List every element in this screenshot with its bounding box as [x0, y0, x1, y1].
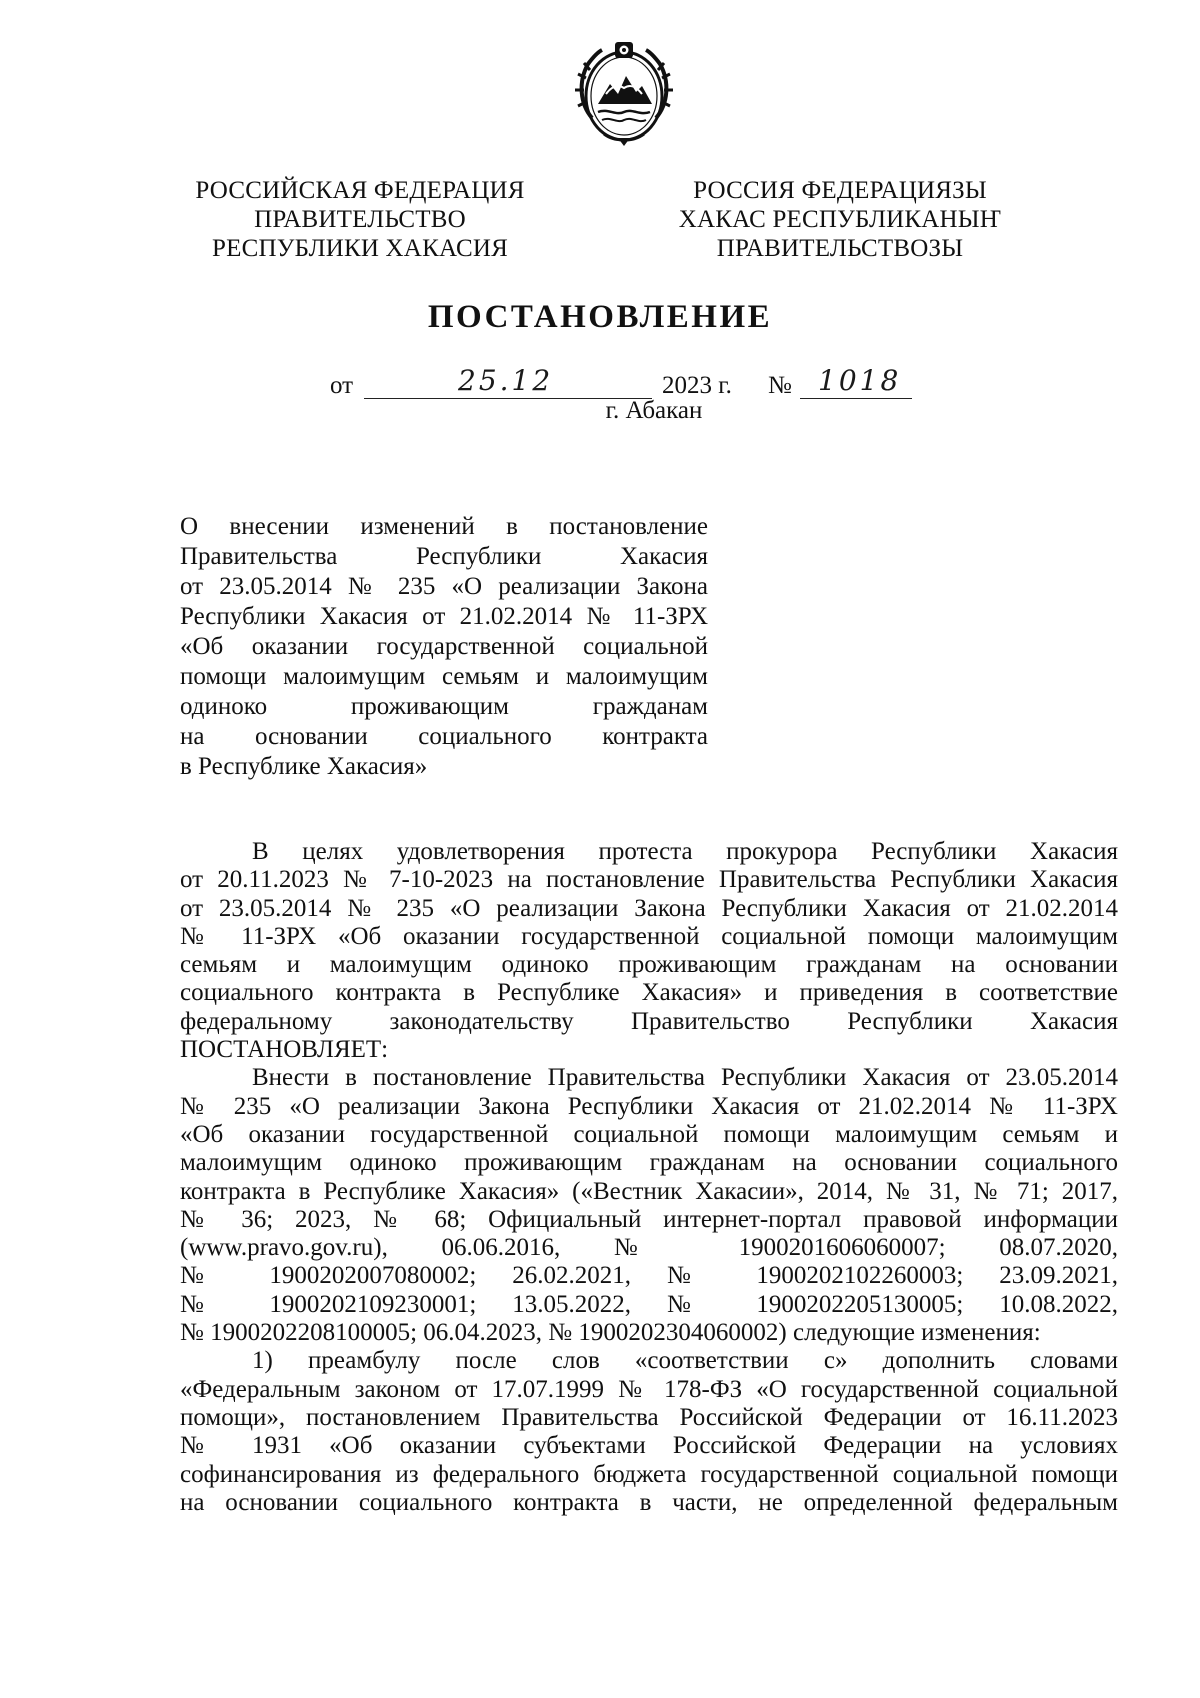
document-subject — [180, 512, 708, 782]
body-line: софинансирования из федерального бюджета государственной социальной помощи — [180, 1460, 1118, 1488]
subject-line: от 23.05.2014 № 235 «О реализации Закона — [180, 573, 708, 600]
subject-line: О внесении изменений в постановление — [180, 513, 708, 540]
body-line: контракта в Республике Хакасия» («Вестник Хакасии», 2014, № 31, № 71; 2017, — [180, 1177, 1118, 1205]
body-line: Внести в постановление Правительства Республики Хакасия от 23.05.2014 — [252, 1064, 1118, 1092]
body-line: от 20.11.2023 № 7-10-2023 на постановление Правительства Республики Хакасия — [180, 866, 1118, 894]
body-line: «Об оказании государственной социальной помощи малоимущим семьям и — [180, 1120, 1118, 1148]
handwritten-number: 1018 — [818, 364, 902, 397]
subject-line: одиноко проживающим гражданам — [180, 693, 708, 720]
body-line: В целях удовлетворения протеста прокурора Республики Хакасия — [252, 838, 1118, 865]
subject-line: помощи малоимущим семьям и малоимущим — [180, 663, 708, 690]
header-left-line-1: РОССИЙСКАЯ ФЕДЕРАЦИЯ — [195, 177, 525, 204]
header-left-line-2: ПРАВИТЕЛЬСТВО — [254, 206, 466, 233]
header-left — [150, 176, 570, 263]
header-left-line-3: РЕСПУБЛИКИ ХАКАСИЯ — [212, 235, 508, 262]
header-right-line-1: РОССИЯ ФЕДЕРАЦИЯЗЫ — [693, 177, 987, 204]
city-label: г. Абакан — [605, 397, 703, 424]
header-right-line-3: ПРАВИТЕЛЬСТВОЗЫ — [716, 235, 964, 262]
body-line: № 1900202109230001; 13.05.2022, № 1900202205130005; 10.08.2022, — [180, 1290, 1118, 1318]
subject-line: Правительства Республики Хакасия — [180, 543, 708, 570]
coat-of-arms-emblem — [568, 34, 680, 152]
year-label: 2023 г. — [662, 372, 732, 399]
body-line: № 36; 2023, № 68; Официальный интернет-портал правовой информации — [180, 1205, 1118, 1233]
body-line: социального контракта в Республике Хакасия» и приведения в соответствие — [180, 979, 1118, 1007]
subject-line: на основании социального контракта — [180, 723, 708, 750]
body-line: малоимущим одиноко проживающим гражданам на основании социального — [180, 1149, 1118, 1177]
document-title: ПОСТАНОВЛЕНИЕ — [427, 299, 773, 335]
body-line: федеральному законодательству Правительство Республики Хакасия — [180, 1007, 1118, 1035]
body-line: 1) преамбулу после слов «соответствии с» дополнить словами — [252, 1347, 1118, 1375]
header-right-line-2: ХАКАС РЕСПУБЛИКАНЫҤ — [678, 206, 1002, 233]
number-label: № — [768, 372, 792, 399]
body-line: ПОСТАНОВЛЯЕТ: — [180, 1036, 389, 1064]
body-line: на основании социального контракта в части, не определенной федеральным — [180, 1488, 1118, 1516]
body-line: № 1900202007080002; 26.02.2021, № 1900202102260003; 23.09.2021, — [180, 1262, 1118, 1290]
body-line: № 11-ЗРХ «Об оказании государственной социальной помощи малоимущим — [180, 922, 1118, 950]
document-body — [180, 838, 1118, 1517]
body-line: помощи», постановлением Правительства Российской Федерации от 16.11.2023 — [180, 1403, 1118, 1431]
body-line: № 1931 «Об оказании субъектами Российской Федерации на условиях — [180, 1432, 1118, 1460]
subject-line: «Об оказании государственной социальной — [180, 633, 708, 660]
body-line: семьям и малоимущим одиноко проживающим гражданам на основании — [180, 951, 1118, 979]
subject-line: в Республике Хакасия» — [180, 753, 428, 780]
handwritten-date: 25.12 — [458, 364, 554, 397]
subject-line: Республики Хакасия от 21.02.2014 № 11-ЗРХ — [180, 603, 708, 630]
body-line: № 235 «О реализации Закона Республики Хакасия от 21.02.2014 № 11-ЗРХ — [180, 1092, 1118, 1120]
from-label: от — [330, 372, 354, 399]
body-line: (www.pravo.gov.ru), 06.06.2016, № 1900201606060007; 08.07.2020, — [180, 1234, 1118, 1262]
header-right — [630, 176, 1050, 263]
body-line: «Федеральным законом от 17.07.1999 № 178-ФЗ «О государственной социальной — [180, 1375, 1118, 1403]
body-line: от 23.05.2014 № 235 «О реализации Закона Республики Хакасия от 21.02.2014 — [180, 894, 1118, 922]
body-line: № 1900202208100005; 06.04.2023, № 1900202304060002) следующие изменения: — [180, 1319, 1041, 1347]
